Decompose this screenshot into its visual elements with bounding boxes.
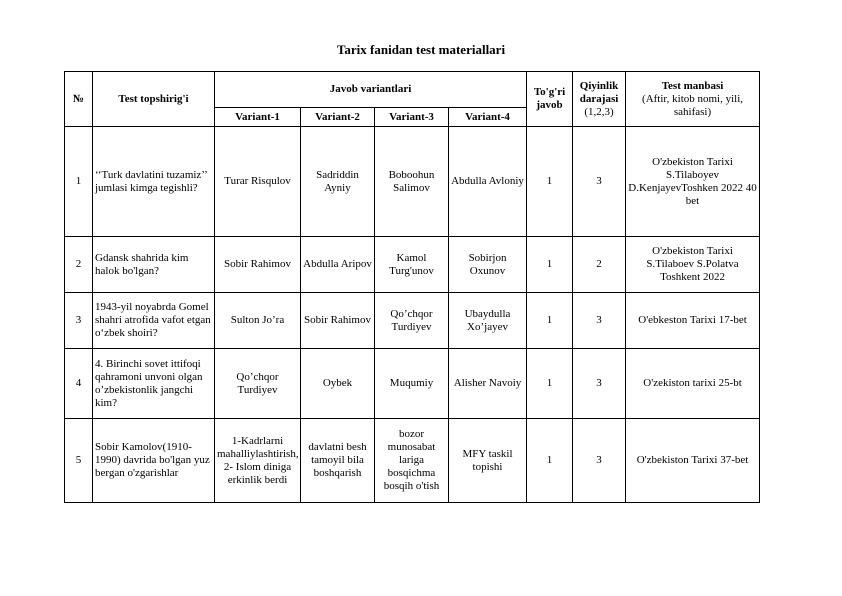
row-source: O'zbekiston Tarixi 37-bet	[626, 419, 760, 503]
row-correct: 1	[527, 237, 573, 293]
row-variant-3: Kamol Turg'unov	[375, 237, 449, 293]
table-row	[65, 293, 760, 349]
header-correct: To'g'ri javob	[527, 72, 573, 127]
row-correct: 1	[527, 349, 573, 419]
row-source: O'zbekiston Tarixi S.Tilaboev S.Polatva Toshkent 2022	[626, 237, 760, 293]
header-answers: Javob variantlari	[215, 72, 527, 108]
row-difficulty: 3	[573, 293, 626, 349]
header-variant-3: Variant-3	[375, 108, 449, 127]
row-variant-4: Alisher Navoiy	[449, 349, 527, 419]
table-row	[65, 237, 760, 293]
header-variant-2: Variant-2	[301, 108, 375, 127]
header-difficulty	[573, 72, 626, 127]
test-materials-table	[64, 71, 760, 503]
header-variant-1: Variant-1	[215, 108, 301, 127]
table-row	[65, 349, 760, 419]
row-number: 5	[65, 419, 93, 503]
row-variant-2: Sadriddin Ayniy	[301, 127, 375, 237]
row-variant-1: Qo’chqor Turdiyev	[215, 349, 301, 419]
row-source: O'zekiston tarixi 25-bt	[626, 349, 760, 419]
row-correct: 1	[527, 127, 573, 237]
row-number: 4	[65, 349, 93, 419]
header-source	[626, 72, 760, 127]
table-row	[65, 127, 760, 237]
row-source: O'zbekiston Tarixi S.Tilaboyev D.KenjayevToshken 2022 40 bet	[626, 127, 760, 237]
row-variant-3: Muqumiy	[375, 349, 449, 419]
row-variant-2: Sobir Rahimov	[301, 293, 375, 349]
row-variant-1: Sobir Rahimov	[215, 237, 301, 293]
row-variant-2: Abdulla Aripov	[301, 237, 375, 293]
row-task: 4. Birinchi sovet ittifoqi qahramoni unvoni olgan o’zbekistonlik jangchi kim?	[93, 349, 215, 419]
row-difficulty: 3	[573, 349, 626, 419]
row-task: Gdansk shahrida kim halok bo'lgan?	[93, 237, 215, 293]
table-row	[65, 419, 760, 503]
row-variant-3: Qo’chqor Turdiyev	[375, 293, 449, 349]
row-source: O'ebkeston Tarixi 17-bet	[626, 293, 760, 349]
row-variant-4: Abdulla Avloniy	[449, 127, 527, 237]
header-difficulty-label: Qiyinlik darajasi	[579, 79, 619, 105]
row-difficulty: 2	[573, 237, 626, 293]
row-variant-1: Turar Risqulov	[215, 127, 301, 237]
row-number: 3	[65, 293, 93, 349]
row-task: 1943-yil noyabrda Gomel shahri atrofida vafot etgan o‘zbek shoiri?	[93, 293, 215, 349]
row-variant-2: davlatni besh tamoyil bila boshqarish	[301, 419, 375, 503]
row-correct: 1	[527, 293, 573, 349]
row-variant-2: Oybek	[301, 349, 375, 419]
row-difficulty: 3	[573, 419, 626, 503]
row-number: 2	[65, 237, 93, 293]
page-title: Tarix fanidan test materiallari	[336, 42, 506, 57]
row-variant-1: 1-Kadrlarni mahalliylashtirish, 2- Islom diniga erkinlik berdi	[215, 419, 301, 503]
header-difficulty-note: (1,2,3)	[584, 105, 614, 118]
row-variant-3: Boboohun Salimov	[375, 127, 449, 237]
row-number: 1	[65, 127, 93, 237]
header-source-label: Test manbasi	[661, 79, 724, 92]
row-variant-4: Ubaydulla Xo’jayev	[449, 293, 527, 349]
row-variant-4: MFY taskil topishi	[449, 419, 527, 503]
row-task: Sobir Kamolov(1910-1990) davrida bo'lgan yuz bergan o'zgarishlar	[93, 419, 215, 503]
row-task: ‘‘Turk davlatini tuzamiz’’ jumlasi kimga tegishli?	[93, 127, 215, 237]
row-correct: 1	[527, 419, 573, 503]
header-variant-4: Variant-4	[449, 108, 527, 127]
row-variant-3: bozor munosabat lariga bosqichma bosqih o'tish	[375, 419, 449, 503]
row-variant-1: Sulton Jo’ra	[215, 293, 301, 349]
header-task: Test topshirig'i	[93, 72, 215, 127]
row-variant-4: Sobirjon Oxunov	[449, 237, 527, 293]
header-source-note: (Aftir, kitob nomi, yili, sahifasi)	[642, 92, 744, 118]
row-difficulty: 3	[573, 127, 626, 237]
header-number: №	[65, 72, 93, 127]
